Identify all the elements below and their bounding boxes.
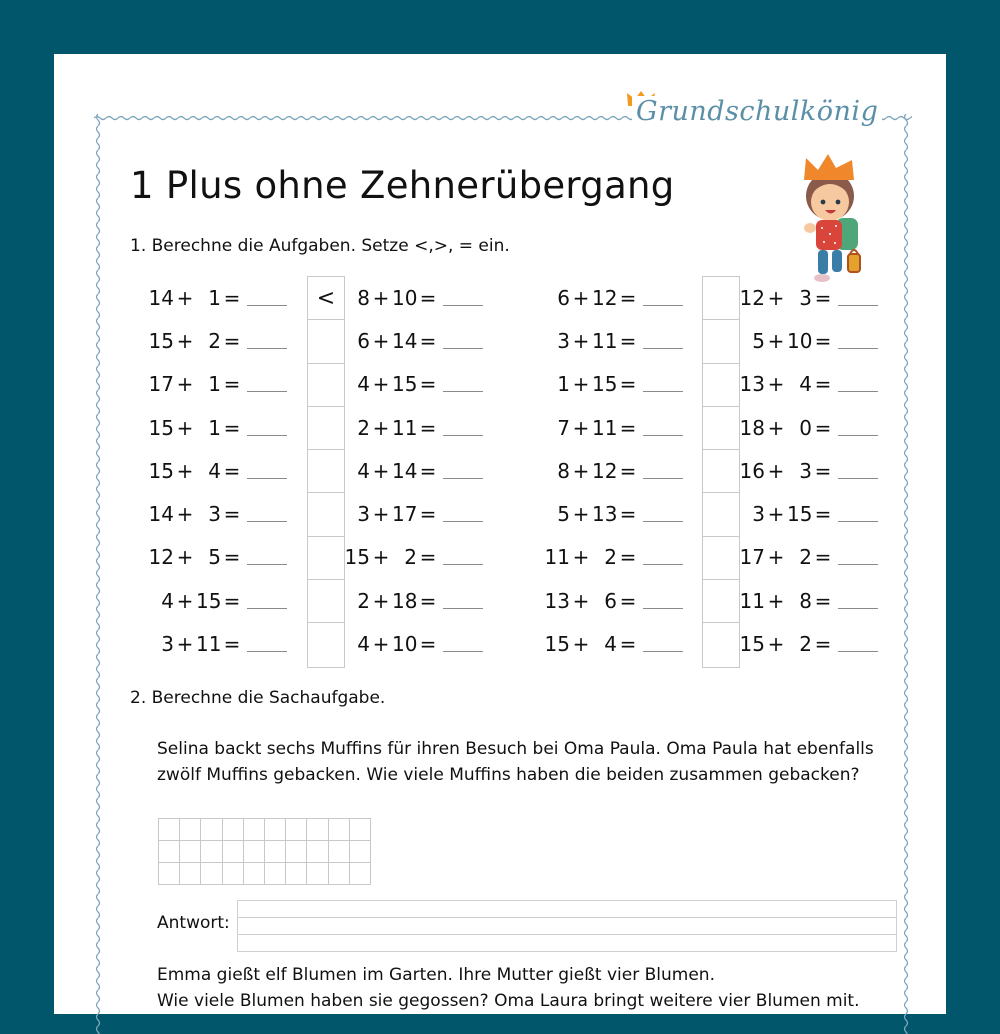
equation-row: 14 + 3 = (146, 492, 287, 535)
equation-row: 4 + 10 = (342, 622, 483, 665)
word-problem-flowers (157, 962, 877, 1014)
calculation-grid[interactable] (158, 818, 371, 885)
equation-row: 5 + 10 = (737, 319, 878, 362)
comparison-box[interactable] (703, 623, 739, 666)
equation-row: 7 + 11 = (542, 406, 683, 449)
answer-blank[interactable] (838, 564, 878, 565)
comparison-box[interactable] (308, 580, 344, 623)
equation-row: 8 + 10 = (342, 276, 483, 319)
comparison-box[interactable] (703, 364, 739, 407)
writing-line (238, 917, 896, 918)
equation-row: 15 + 2 = (737, 622, 878, 665)
equation-row: 2 + 11 = (342, 406, 483, 449)
word-problem-muffins: Selina backt sechs Muffins für ihren Besuch bei Oma Paula. Oma Paula hat ebenfalls zwölf Muffins gebacken. Wie viele Muffins haben die beiden zusammen gebacken? (157, 739, 874, 785)
equation-row: 13 + 6 = (542, 579, 683, 622)
comparison-box[interactable] (308, 320, 344, 363)
comparison-box[interactable]: < (308, 277, 344, 320)
task-2-instruction: 2. Berechne die Sachaufgabe. (130, 688, 386, 708)
answer-blank[interactable] (247, 348, 287, 349)
answer-blank[interactable] (643, 305, 683, 306)
brand-logo: Grundschulkönig (632, 96, 882, 127)
comparison-box[interactable] (308, 537, 344, 580)
answer-blank[interactable] (838, 348, 878, 349)
writing-line (238, 934, 896, 935)
comparison-box[interactable] (703, 537, 739, 580)
answer-blank[interactable] (247, 435, 287, 436)
equation-row: 3 + 17 = (342, 492, 483, 535)
equation-row: 14 + 1 = (146, 276, 287, 319)
equation-row: 4 + 15 = (342, 362, 483, 405)
equation-row: 15 + 4 = (542, 622, 683, 665)
word-problem-flowers-line-1: Emma gießt elf Blumen im Garten. Ihre Mutter gießt vier Blumen. (157, 965, 715, 985)
comparison-box[interactable] (703, 277, 739, 320)
worksheet-title: 1 Plus ohne Zehnerübergang (130, 164, 675, 207)
equation-row: 8 + 12 = (542, 449, 683, 492)
answer-blank[interactable] (838, 435, 878, 436)
answer-blank[interactable] (247, 651, 287, 652)
answer-blank[interactable] (443, 521, 483, 522)
answer-blank[interactable] (443, 651, 483, 652)
answer-blank[interactable] (643, 608, 683, 609)
equation-row: 18 + 0 = (737, 406, 878, 449)
answer-blank[interactable] (838, 651, 878, 652)
answer-blank[interactable] (643, 391, 683, 392)
answer-blank[interactable] (643, 564, 683, 565)
answer-blank[interactable] (247, 391, 287, 392)
task-1-instruction: 1. Berechne die Aufgaben. Setze <,>, = ein. (130, 236, 510, 256)
equation-row: 3 + 15 = (737, 492, 878, 535)
equation-row: 6 + 12 = (542, 276, 683, 319)
equation-row: 4 + 14 = (342, 449, 483, 492)
answer-label: Antwort: (157, 913, 230, 933)
comparison-box[interactable] (703, 450, 739, 493)
equation-row: 15 + 2 = (146, 319, 287, 362)
equation-row: 17 + 2 = (737, 535, 878, 578)
answer-blank[interactable] (443, 435, 483, 436)
answer-blank[interactable] (247, 521, 287, 522)
equation-row: 6 + 14 = (342, 319, 483, 362)
answer-blank[interactable] (247, 564, 287, 565)
answer-blank[interactable] (443, 348, 483, 349)
answer-blank[interactable] (443, 564, 483, 565)
worksheet-page (54, 54, 946, 1014)
answer-blank[interactable] (643, 348, 683, 349)
answer-blank[interactable] (247, 478, 287, 479)
equation-row: 5 + 13 = (542, 492, 683, 535)
comparison-box[interactable] (703, 493, 739, 536)
comparison-box[interactable] (308, 493, 344, 536)
equation-row: 2 + 18 = (342, 579, 483, 622)
comparison-box[interactable] (308, 450, 344, 493)
equation-row: 4 + 15 = (146, 579, 287, 622)
word-problem-flowers-line-2: Wie viele Blumen haben sie gegossen? Oma Laura bringt weitere vier Blumen mit. (157, 991, 860, 1011)
comparison-box[interactable] (703, 320, 739, 363)
equation-row: 12 + 3 = (737, 276, 878, 319)
equation-row: 13 + 4 = (737, 362, 878, 405)
comparison-box-column-2 (702, 276, 740, 668)
answer-writing-lines[interactable] (237, 900, 897, 952)
equation-row: 15 + 2 = (342, 535, 483, 578)
answer-blank[interactable] (643, 521, 683, 522)
comparison-box[interactable] (308, 364, 344, 407)
comparison-box[interactable] (308, 407, 344, 450)
equation-row: 3 + 11 = (542, 319, 683, 362)
equation-row: 16 + 3 = (737, 449, 878, 492)
answer-blank[interactable] (838, 521, 878, 522)
equation-row: 1 + 15 = (542, 362, 683, 405)
answer-blank[interactable] (838, 305, 878, 306)
equation-row: 15 + 1 = (146, 406, 287, 449)
answer-blank[interactable] (643, 478, 683, 479)
comparison-box[interactable] (703, 580, 739, 623)
mascot-girl-with-crown-illustration (794, 150, 874, 290)
answer-blank[interactable] (838, 608, 878, 609)
comparison-box[interactable] (308, 623, 344, 666)
equation-row: 12 + 5 = (146, 535, 287, 578)
answer-blank[interactable] (643, 435, 683, 436)
equation-row: 15 + 4 = (146, 449, 287, 492)
answer-blank[interactable] (643, 651, 683, 652)
comparison-box[interactable] (703, 407, 739, 450)
equation-row: 11 + 2 = (542, 535, 683, 578)
answer-blank[interactable] (247, 305, 287, 306)
answer-blank[interactable] (247, 608, 287, 609)
answer-blank[interactable] (443, 478, 483, 479)
equation-row: 11 + 8 = (737, 579, 878, 622)
answer-blank[interactable] (838, 391, 878, 392)
answer-blank[interactable] (443, 608, 483, 609)
answer-blank[interactable] (443, 305, 483, 306)
comparison-box-column-1 (307, 276, 345, 668)
equation-row: 17 + 1 = (146, 362, 287, 405)
answer-blank[interactable] (443, 391, 483, 392)
equation-row: 3 + 11 = (146, 622, 287, 665)
answer-blank[interactable] (838, 478, 878, 479)
